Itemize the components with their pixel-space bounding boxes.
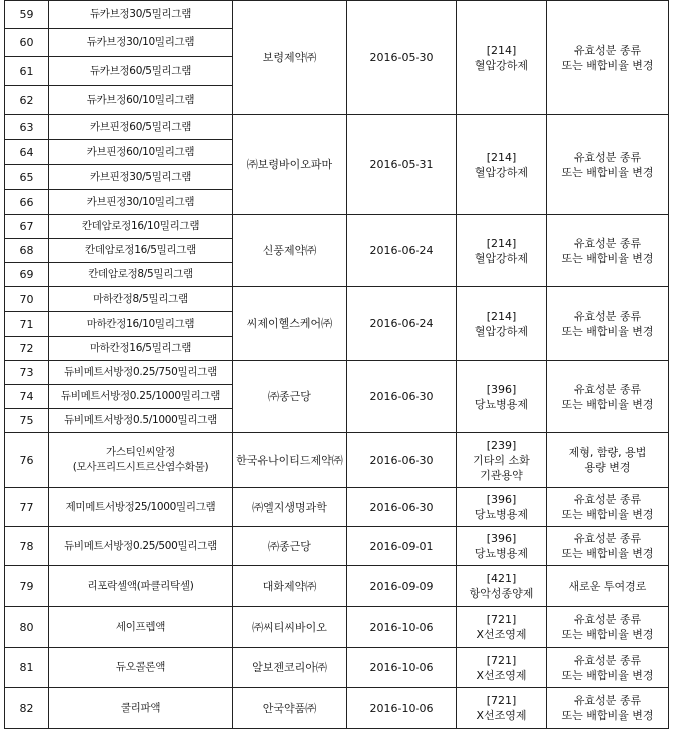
change-type-line: 또는 배합비율 변경 [561,397,654,411]
change-type-line: 새로운 투여경로 [568,579,647,593]
class-name: 혈압강하제 [474,165,529,179]
table-row [5,433,669,488]
change-type-line: 또는 배합비율 변경 [561,251,654,265]
table-row [5,527,669,566]
row-number: 65 [5,165,49,190]
row-number: 78 [5,527,49,566]
product-name [49,312,233,337]
drug-classification [457,648,547,688]
drug-classification [457,527,547,566]
approval-date: 2016-06-24 [347,215,457,287]
company-name: ㈜보령바이오파마 [233,115,347,215]
product-name [49,385,233,409]
change-type-line: 유효성분 종류 [573,150,642,164]
product-name-line: 가스티인씨알정 [106,446,175,458]
row-number: 61 [5,57,49,86]
product-name [49,688,233,729]
product-name-line: 듀비메트서방정0.25/500밀리그램 [64,539,217,552]
product-name [49,527,233,566]
product-name [49,648,233,688]
approval-date: 2016-06-24 [347,287,457,361]
change-type [547,527,669,566]
row-number: 62 [5,86,49,115]
product-name-line: 듀비메트서방정0.5/1000밀리그램 [64,414,217,426]
change-type-line: 용량 변경 [584,461,631,474]
company-name: 알보젠코리아㈜ [233,648,347,688]
company-name: 한국유나이티드제약㈜ [233,433,347,488]
company-name: 보령제약㈜ [233,1,347,115]
change-type-line: 유효성분 종류 [573,653,642,667]
class-name: X선조영제 [476,709,527,722]
approval-date: 2016-10-06 [347,688,457,729]
product-name [49,337,233,361]
class-name: 혈압강하제 [474,58,529,72]
class-code: [396] [486,532,517,545]
change-type [547,433,669,488]
change-type-line: 유효성분 종류 [573,236,642,250]
product-name-line: 듀비메트서방정0.25/750밀리그램 [64,366,217,378]
change-type-line: 유효성분 종류 [573,43,642,57]
drug-classification [457,433,547,488]
class-name: 당뇨병용제 [474,547,529,560]
product-name-line: 칸데암로정8/5밀리그램 [88,268,193,280]
product-name [49,86,233,115]
product-name-line: 리포락셀액(파클리탁셀) [87,579,194,592]
class-name: 혈압강하제 [474,324,529,338]
company-name: ㈜씨티씨바이오 [233,607,347,648]
class-name: 항악성종양제 [469,587,534,600]
change-type [547,488,669,527]
product-name [49,409,233,433]
product-name-line: 듀비메트서방정0.25/1000밀리그램 [60,390,221,402]
approval-date: 2016-06-30 [347,433,457,488]
product-name [49,29,233,57]
product-name-line: 칸데암로정16/5밀리그램 [85,244,196,256]
row-number: 82 [5,688,49,729]
approval-date: 2016-05-30 [347,1,457,115]
change-type-line: 유효성분 종류 [573,493,642,506]
class-code: [214] [486,236,517,250]
product-name [49,115,233,140]
product-name-line: 마하칸정16/5밀리그램 [89,342,192,354]
product-name [49,165,233,190]
change-type-line: 또는 배합비율 변경 [561,709,654,722]
product-name [49,566,233,607]
product-name [49,433,233,488]
approval-date: 2016-06-30 [347,488,457,527]
table-body [5,1,669,729]
product-name-line: 카브핀정30/5밀리그램 [89,170,192,183]
company-name: ㈜종근당 [233,361,347,433]
product-name-line: 듀카브정60/10밀리그램 [86,93,195,106]
change-type-line: 또는 배합비율 변경 [561,547,654,560]
class-name: 당뇨병용제 [474,508,529,521]
drug-classification [457,1,547,115]
product-name [49,215,233,239]
product-name-line: 제미메트서방정25/1000밀리그램 [65,500,216,513]
product-name [49,287,233,312]
row-number: 72 [5,337,49,361]
class-name: 당뇨병용제 [474,397,529,411]
row-number: 81 [5,648,49,688]
row-number: 80 [5,607,49,648]
product-name-line: 듀오콜론액 [115,661,166,673]
row-number: 77 [5,488,49,527]
product-name-line: 듀카브정30/5밀리그램 [89,8,192,20]
change-type [547,287,669,361]
row-number: 59 [5,1,49,29]
row-number: 73 [5,361,49,385]
product-name [49,263,233,287]
change-type [547,215,669,287]
company-name: 안국약품㈜ [233,688,347,729]
product-name-line: 카브핀정60/5밀리그램 [89,120,192,133]
product-name [49,190,233,215]
drug-classification [457,488,547,527]
company-name: 대화제약㈜ [233,566,347,607]
class-code: [214] [486,43,517,57]
product-name [49,1,233,29]
row-number: 69 [5,263,49,287]
class-code: [421] [486,572,517,585]
row-number: 70 [5,287,49,312]
drug-classification [457,287,547,361]
table-continuation-edge [4,740,668,744]
product-name [49,361,233,385]
product-name-line: 마하칸정8/5밀리그램 [93,292,188,305]
class-code: [721] [486,613,517,626]
approval-date: 2016-09-09 [347,566,457,607]
change-type-line: 유효성분 종류 [573,694,642,707]
drug-classification [457,607,547,648]
row-number: 74 [5,385,49,409]
row-number: 75 [5,409,49,433]
product-name-line: 듀카브정60/5밀리그램 [89,64,192,77]
class-name: X선조영제 [476,668,527,682]
table-row [5,607,669,648]
class-code: [239] [486,438,517,452]
change-type-line: 또는 배합비율 변경 [561,58,654,72]
approval-date: 2016-09-01 [347,527,457,566]
class-code: [214] [486,309,517,323]
change-type-line: 또는 배합비율 변경 [561,628,654,641]
product-name-line: 듀카브정30/10밀리그램 [86,36,195,48]
class-code: [396] [486,493,517,506]
change-type-line: 또는 배합비율 변경 [561,508,654,521]
product-name-line: 세이프렙액 [115,620,166,633]
row-number: 60 [5,29,49,57]
class-code: [721] [486,694,517,707]
product-ingredient-line: (모사프리드시트르산염수화물) [72,461,209,473]
class-name-cont: 기관용약 [480,468,523,482]
row-number: 71 [5,312,49,337]
drug-classification [457,215,547,287]
change-type [547,607,669,648]
approval-date: 2016-05-31 [347,115,457,215]
company-name: 신풍제약㈜ [233,215,347,287]
change-type-line: 또는 배합비율 변경 [561,324,654,338]
class-code: [721] [486,653,517,667]
product-name [49,140,233,165]
company-name: ㈜종근당 [233,527,347,566]
product-name-line: 칸데암로정16/10밀리그램 [81,220,200,232]
change-type [547,1,669,115]
product-name [49,239,233,263]
row-number: 64 [5,140,49,165]
table-row [5,648,669,688]
table-row [5,287,669,312]
company-name: 씨제이헬스케어㈜ [233,287,347,361]
row-number: 79 [5,566,49,607]
change-type [547,361,669,433]
company-name: ㈜엘지생명과학 [233,488,347,527]
table-row [5,215,669,239]
change-type [547,566,669,607]
row-number: 66 [5,190,49,215]
table-row [5,566,669,607]
drug-classification [457,688,547,729]
drug-classification [457,361,547,433]
change-type [547,648,669,688]
change-type-line: 또는 배합비율 변경 [561,165,654,179]
change-type-line: 또는 배합비율 변경 [561,668,654,682]
product-name-line: 카브핀정30/10밀리그램 [86,195,195,208]
class-name: X선조영제 [476,628,527,641]
change-type-line: 제형, 함량, 용법 [568,446,647,459]
row-number: 68 [5,239,49,263]
change-type-line: 유효성분 종류 [573,309,642,323]
product-name [49,488,233,527]
class-code: [396] [486,382,517,396]
class-name: 혈압강하제 [474,251,529,265]
table-row [5,688,669,729]
change-type-line: 유효성분 종류 [573,382,642,396]
class-code: [214] [486,150,517,164]
change-type [547,688,669,729]
change-type-line: 유효성분 종류 [573,532,642,545]
table-row [5,1,669,29]
product-name-line: 마하칸정16/10밀리그램 [86,317,195,330]
product-name [49,607,233,648]
table-row [5,115,669,140]
approval-date: 2016-10-06 [347,607,457,648]
row-number: 76 [5,433,49,488]
product-name-line: 카브핀정60/10밀리그램 [86,145,195,158]
change-type-line: 유효성분 종류 [573,613,642,626]
drug-classification [457,566,547,607]
table-row [5,488,669,527]
row-number: 67 [5,215,49,239]
product-name [49,57,233,86]
drug-approval-table [4,0,669,729]
approval-date: 2016-06-30 [347,361,457,433]
approval-date: 2016-10-06 [347,648,457,688]
change-type [547,115,669,215]
table-row [5,361,669,385]
class-name: 기타의 소화 [473,453,530,467]
product-name-line: 쿨리파액 [120,701,161,714]
row-number: 63 [5,115,49,140]
drug-classification [457,115,547,215]
